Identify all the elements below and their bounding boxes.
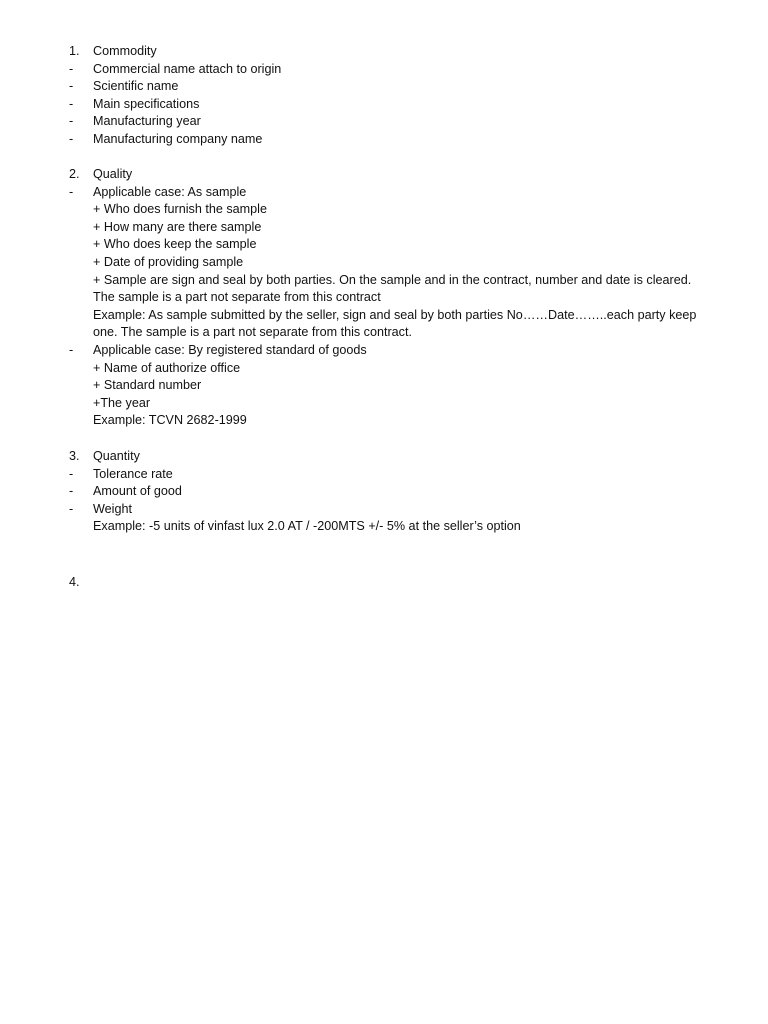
list-item: Applicable case: By registered standard of goods bbox=[93, 343, 367, 357]
list-item: Amount of good bbox=[93, 484, 182, 499]
list-item: Tolerance rate bbox=[93, 466, 173, 481]
list-item-subline: + Sample are sign and seal by both parties. On the sample and in the contract, number and date is cleared. bbox=[93, 272, 692, 287]
section-title: Quantity bbox=[93, 449, 140, 463]
list-bullet: - bbox=[69, 96, 74, 111]
list-item-subline: Example: TCVN 2682-1999 bbox=[93, 413, 247, 428]
section-title: Commodity bbox=[93, 44, 157, 58]
list-item-subline: + Who does keep the sample bbox=[93, 237, 257, 252]
list-item-subline: + Name of authorize office bbox=[93, 360, 241, 375]
section-number: 4. bbox=[69, 575, 80, 589]
list-item: Main specifications bbox=[93, 96, 200, 111]
list-bullet: - bbox=[69, 61, 74, 76]
list-bullet: - bbox=[69, 466, 74, 481]
list-bullet: - bbox=[69, 484, 74, 499]
list-item: Commercial name attach to origin bbox=[93, 61, 282, 76]
section-number: 3. bbox=[69, 449, 80, 463]
list-item-subline: + Date of providing sample bbox=[93, 255, 244, 269]
list-item: Manufacturing company name bbox=[93, 132, 263, 146]
list-item: Applicable case: As sample bbox=[93, 184, 247, 199]
list-item-subline: + Who does furnish the sample bbox=[93, 202, 267, 217]
section-title bbox=[93, 574, 718, 592]
list-item-subline: + How many are there sample bbox=[93, 219, 262, 234]
list-item: Weight bbox=[93, 501, 132, 516]
list-item: Scientific name bbox=[93, 79, 179, 94]
list-bullet: - bbox=[69, 184, 74, 199]
list-item-subline: + Standard number bbox=[93, 378, 202, 393]
list-bullet: - bbox=[69, 114, 74, 129]
list-item-subline: one. The sample is a part not separate from this contract. bbox=[93, 325, 412, 340]
section-title: Quality bbox=[93, 167, 133, 181]
section-number: 2. bbox=[69, 167, 80, 181]
list-bullet: - bbox=[69, 501, 74, 516]
list-bullet: - bbox=[69, 132, 74, 146]
section-number: 1. bbox=[69, 44, 80, 58]
list-item-subline: Example: As sample submitted by the seller, sign and seal by both parties No……Date……..each party keep bbox=[93, 307, 697, 322]
list-bullet: - bbox=[69, 79, 74, 94]
list-item: Manufacturing year bbox=[93, 114, 201, 129]
list-bullet: - bbox=[69, 343, 74, 357]
list-item-subline: The sample is a part not separate from this contract bbox=[93, 290, 381, 305]
list-item-subline: +The year bbox=[93, 395, 151, 410]
list-item-subline: Example: -5 units of vinfast lux 2.0 AT / -200MTS +/- 5% at the seller’s option bbox=[93, 519, 521, 534]
